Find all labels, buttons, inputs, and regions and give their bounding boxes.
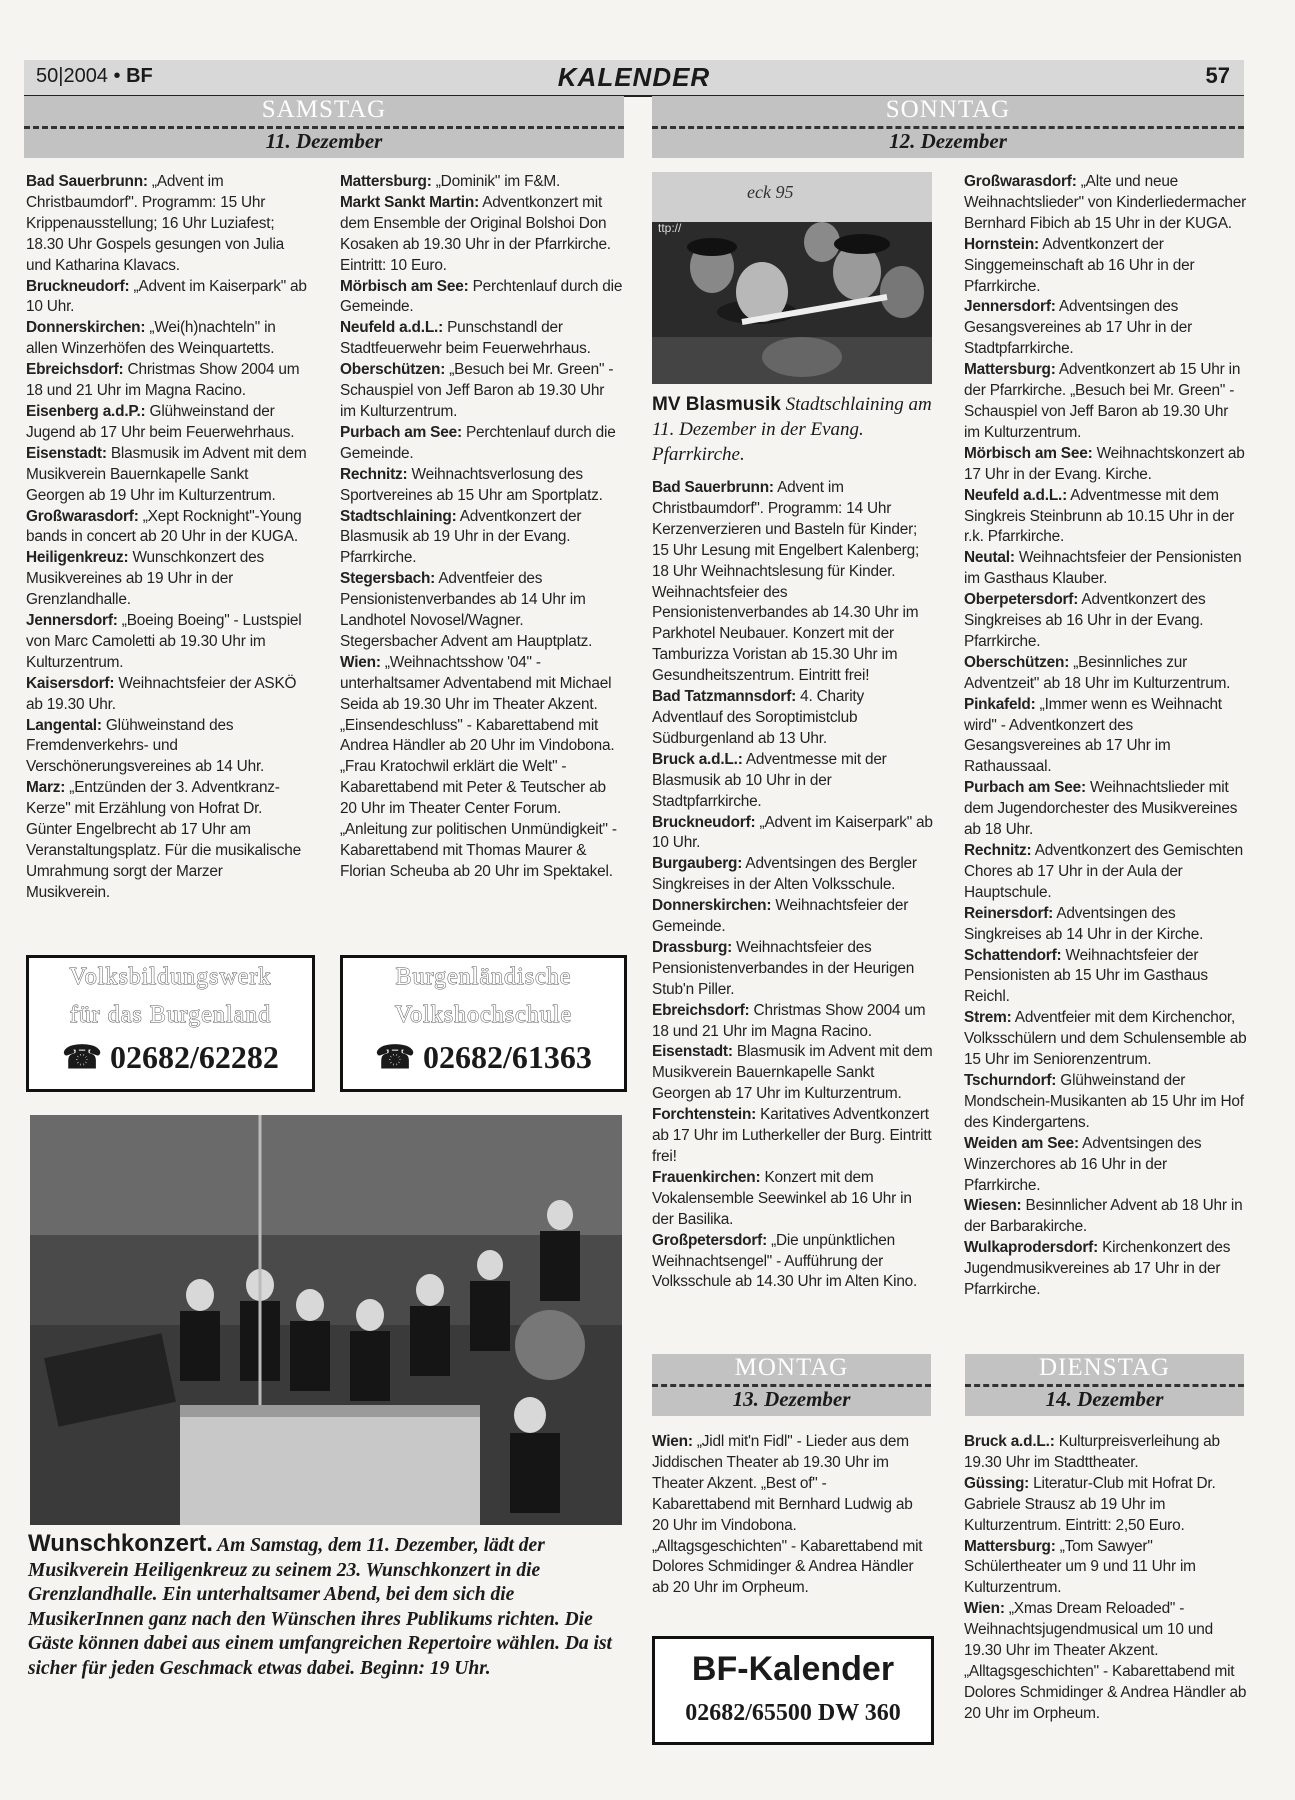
event-place: Kaisersdorf: [26,674,115,692]
event-description: Adventsingen des Singkreises ab 14 Uhr in der Kirche. [964,904,1204,943]
event-place: Bruck a.d.L.: [964,1433,1055,1450]
event-description: Kulturpreisverleihung ab 19.30 Uhr im Stadttheater. [964,1433,1220,1471]
event-entry [964,695,1247,779]
event-entry [340,193,623,277]
event-place: Ebreichsdorf: [26,361,124,379]
event-place: Jennersdorf: [964,298,1056,316]
event-entry [964,1196,1247,1238]
event-entry [964,778,1247,841]
event-description: Christmas Show 2004 um 18 und 21 Uhr im Magna Racino. [26,361,300,400]
event-entry [340,318,623,360]
event-place: Donnerskirchen: [652,897,772,915]
event-place: Großpetersdorf: [652,1231,767,1249]
event-entry [964,235,1247,298]
sonntag-column-2 [964,172,1247,1301]
ad-line-1: Burgenländische [395,964,572,990]
event-entry [26,611,309,674]
event-entry [964,1008,1247,1071]
event-place: Wiesen: [964,1197,1022,1215]
day-name: MONTAG [734,1354,849,1381]
event-place: Oberpetersdorf: [964,591,1079,609]
event-place: Großwarasdorf: [964,173,1077,190]
event-description: „Xept Rocknight"-Young bands in concert ab 20 Uhr in der KUGA. [26,507,302,546]
event-description: Adventkonzert der Blasmusik ab 19 Uhr in der Evang. Pfarrkirche. [340,507,582,567]
ad-line-2: für das Burgenland [69,1002,272,1028]
photo-wunschkonzert [30,1115,622,1525]
ad-volksbildungswerk [26,955,315,1092]
event-entry [652,1042,935,1105]
event-entry [964,1474,1247,1537]
event-description: Adventfeier des Pensionistenverbandes ab 14 Uhr im Landhotel Novosel/Wagner. Stegersbacher Advent am Hauptplatz. [340,570,593,650]
ad-bf-kalender [652,1636,934,1745]
event-place: Neufeld a.d.L.: [340,319,444,337]
event-entry [964,1134,1247,1197]
photo-concert-image [30,1115,622,1525]
event-entry [964,590,1247,653]
event-description: Glühweinstand der Mondschein-Musikanten ab 15 Uhr im Hof des Kindergartens. [964,1071,1244,1131]
event-description: „Advent im Kaiserpark" ab 10 Uhr. [652,813,933,852]
event-entry [652,478,935,687]
event-description: Literatur-Club mit Hofrat Dr. Gabriele Strausz ab 19 Uhr im Kulturzentrum. Eintritt: 2,50 Euro. [964,1474,1216,1534]
day-name: SAMSTAG [261,96,387,123]
event-description: „Dominik" im F&M. [431,173,561,190]
event-entry [652,938,935,1001]
event-place: Neufeld a.d.L.: [964,486,1068,504]
event-description: „Entzünden der 3. Adventkranz-Kerze" mit Erzählung von Hofrat Dr. Günter Engelbrecht ab 17 Uhr am Veranstaltungsplatz. Für die musikalische Umrahmung sorgt der Marzer Musikverein. [26,779,301,901]
page-header [24,60,1244,97]
section-title: KALENDER [557,62,711,92]
event-description: Glühweinstand des Fremdenverkehrs- und Verschönerungsvereines ab 14 Uhr. [26,716,265,776]
day-header-sonntag [652,96,1244,158]
day-date: 12. Dezember [889,129,1007,153]
event-entry [26,277,309,319]
event-entry [652,687,935,750]
caption-lead: MV Blasmusik [652,394,781,415]
event-place: Frauenkirchen: [652,1168,761,1186]
event-place: Hornstein: [964,235,1039,253]
event-place: Strem: [964,1009,1012,1027]
event-description: Adventfeier mit dem Kirchenchor, Volksschülern und dem Schulensemble ab 15 Uhr im Seniorenzentrum. [964,1009,1247,1069]
event-place: Bruckneudorf: [652,813,756,831]
event-place: Mattersburg: [340,173,432,190]
event-place: Oberschützen: [964,653,1070,671]
day-date: 14. Dezember [1045,1387,1164,1411]
event-description: Konzert mit dem Vokalensemble Seewinkel ab 16 Uhr in der Basilika. [652,1168,912,1228]
event-place: Purbach am See: [340,423,462,441]
event-description: „Immer wenn es Weihnacht wird" - Adventkonzert des Gesangsvereines ab 17 Uhr im Rathaussaal. [964,695,1222,776]
event-place: Eisenstadt: [26,444,107,462]
event-place: Purbach am See: [964,779,1086,797]
event-place: Mattersburg: [964,361,1056,379]
event-entry [652,1105,935,1168]
event-description: „Advent im Kaiserpark" ab 10 Uhr. [26,277,307,316]
event-entry [340,360,623,423]
event-entry [964,360,1247,444]
event-description: „Jidl mit'n Fidl" - Lieder aus dem Jiddischen Theater ab 19.30 Uhr im Theater Akzent. „Best of" - Kabarettabend mit Bernhard Ludwig ab 20 Uhr im Vindobona. „Alltagsgeschichten" - Kabarettabend mit Dolores Schmidinger & Andrea Händler ab 20 Uhr im Orpheum. [652,1433,923,1597]
event-entry [26,360,309,402]
event-description: Adventkonzert des Singkreises ab 16 Uhr in der Evang. Pfarrkirche. [964,591,1206,650]
event-place: Mattersburg: [964,1537,1056,1555]
event-description: „Weihnachtsshow '04" - unterhaltsamer Adventabend mit Michael Seida ab 19.30 Uhr im Theater Akzent. „Einsendeschluss" - Kabarettabend mit Andrea Händler ab 20 Uhr im Vindobona. „Frau Kratochwil erklärt die Welt" - Kabarettabend mit Peter & Teutscher ab 20 Uhr im Theater Center Forum. „Anleitung zur politischen Unmündigkeit" - Kabarettabend mit Thomas Maurer & Florian Scheuba ab 20 Uhr im Spektakel. [340,653,617,880]
event-place: Güssing: [964,1474,1030,1492]
event-place: Markt Sankt Martin: [340,193,480,211]
event-description: „Die unpünktlichen Weihnachtsengel" - Aufführung der Volksschule ab 14.30 Uhr im Alten Kino. [652,1231,918,1291]
event-place: Mörbisch am See: [340,277,469,295]
event-place: Bad Tatzmannsdorf: [652,688,797,706]
event-entry [964,653,1247,695]
event-description: Adventsingen des Bergler Singkreises in der Alten Volksschule. [652,855,917,894]
event-entry [26,778,309,903]
event-place: Mörbisch am See: [964,444,1093,462]
event-place: Bruck a.d.L.: [652,750,743,768]
event-entry [340,277,623,319]
event-place: Stegersbach: [340,570,436,588]
event-description: Wunschkonzert des Musikvereines ab 19 Uhr in der Grenzlandhalle. [26,549,264,609]
event-description: „Xmas Dream Reloaded" - Weihnachtsjugendmusical um 10 und 19.30 Uhr im Theater Akzent. „Alltagsgeschichten" - Kabarettabend mit Dolores Schmidinger & Andrea Händler ab 20 Uhr im Orpheum. [964,1600,1247,1722]
event-place: Schattendorf: [964,946,1062,964]
photo-caption-small [652,392,934,467]
banner-sign-url: ttp:// [658,221,682,235]
event-entry [652,1432,928,1599]
event-place: Wulkaprodersdorf: [964,1239,1098,1257]
event-entry [964,297,1247,360]
event-entry [26,318,309,360]
event-entry [964,1599,1247,1724]
event-description: 4. Charity Adventlauf des Soroptimistclub Südburgenland ab 13 Uhr. [652,688,864,747]
event-entry [964,172,1247,235]
ad-line-2: Volkshochschule [394,1002,573,1028]
dienstag-column [964,1432,1247,1725]
photo-caption-big [28,1532,628,1681]
event-description: Blasmusik im Advent mit dem Musikverein Bauernkapelle Sankt Georgen ab 19 Uhr im Kulturzentrum. [26,444,307,504]
sonntag-column-1 [652,478,935,1293]
event-description: Kirchenkonzert des Jugendmusikvereines ab 17 Uhr in der Pfarrkirche. [964,1239,1231,1299]
montag-column [652,1432,928,1599]
event-description: Weihnachtsverlosung des Sportvereines ab 15 Uhr am Sportplatz. [340,465,603,504]
event-place: Wien: [652,1433,693,1450]
event-description: Weihnachtsfeier der Pensionisten ab 15 Uhr im Gasthaus Reichl. [964,946,1208,1006]
event-place: Donnerskirchen: [26,319,146,337]
event-entry [652,1001,935,1043]
caption-text: Am Samstag, dem 11. Dezember, lädt der Musikverein Heiligenkreuz zu seinem 23. Wunschkonzert in die Grenzlandhalle. Ein unterhaltsamer Abend, bei dem sich die MusikerInnen ganz nach den Wünschen ihres Publikums richten. Die Gäste können dabei aus einem umfangreichen Repertoire wählen. Da ist sicher für jeden Geschmack etwas dabei. Beginn: 19 Uhr. [28,1535,612,1679]
event-description: Adventmesse mit dem Singkreis Steinbrunn ab 10.15 Uhr in der r.k. Pfarrkirche. [964,486,1235,546]
event-entry [964,1537,1247,1600]
event-entry [26,548,309,611]
event-entry [964,1071,1247,1134]
caption-text: Stadtschlaining am 11. Dezember in der Evang. Pfarrkirche. [652,394,932,465]
event-description: Advent im Christbaumdorf". Programm: 14 Uhr Kerzenverzieren und Basteln für Kinder; 15 Uhr Lesung mit Engelbert Kalenberg; 18 Uhr Weihnachtslesung für Kinder. Weihnachtsfeier des Pensionistenverbandes ab 14.30 Uhr im Parkhotel Neubauer. Konzert mit der Tamburizza Voristan ab 15.30 Uhr im Gesundheitszentrum. Eintritt frei! [652,479,920,685]
day-name: DIENSTAG [1039,1354,1170,1381]
event-place: Wien: [964,1600,1005,1618]
event-place: Langental: [26,716,102,734]
event-entry [964,486,1247,549]
event-description: Adventkonzert der Singgemeinschaft ab 16 Uhr in der Pfarrkirche. [964,235,1195,295]
event-entry [964,1432,1247,1474]
event-description: Adventsingen des Gesangsvereines ab 17 Uhr in der Stadtpfarrkirche. [964,298,1193,358]
event-entry [652,896,935,938]
event-place: Bad Sauerbrunn: [652,479,774,496]
event-description: Besinnlicher Advent ab 18 Uhr in der Barbarakirche. [964,1197,1243,1236]
event-place: Bruckneudorf: [26,277,130,295]
event-description: Weihnachtsfeier der Gemeinde. [652,897,909,936]
event-description: Weihnachtslieder mit dem Jugendorchester des Musikvereines ab 18 Uhr. [964,779,1238,839]
day-name: SONNTAG [885,96,1011,123]
ad-line-1: Volksbildungswerk [69,964,272,990]
event-entry [26,507,309,549]
event-entry [964,841,1247,904]
event-place: Pinkafeld: [964,695,1036,713]
event-description: Perchtenlauf durch die Gemeinde. [340,423,616,462]
event-description: „Tom Sawyer" Schülertheater um 9 und 11 Uhr im Kulturzentrum. [964,1537,1196,1597]
ad-title: BF-Kalender [691,1650,895,1688]
event-entry [964,946,1247,1009]
samstag-column-1 [26,172,309,904]
event-entry [340,507,623,570]
samstag-column-2 [340,172,623,883]
ad-volkshochschule [340,955,627,1092]
event-entry [964,904,1247,946]
brand-logo: BF [126,65,153,87]
event-place: Ebreichsdorf: [652,1001,750,1019]
event-description: „Wei(h)nachteln" in allen Winzerhöfen des Weinquartetts. [26,319,276,358]
event-entry [26,172,309,277]
day-header-samstag [24,96,624,158]
banner-sign-text: eck 95 [747,182,794,202]
event-place: Rechnitz: [964,842,1032,859]
day-header-montag [652,1354,931,1416]
event-entry [964,548,1247,590]
event-entry [26,402,309,444]
event-description: „Besinnliches zur Adventzeit" ab 18 Uhr im Kulturzentrum. [964,653,1231,692]
event-description: Weihnachtsfeier der Pensionisten im Gasthaus Klauber. [964,549,1242,588]
ad-phone: 02682/65500 DW 360 [685,1700,901,1726]
event-place: Eisenberg a.d.P.: [26,402,146,420]
event-place: Drassburg: [652,938,733,956]
event-description: Weihnachtsfeier des Pensionistenverbandes in der Heurigen Stub'n Piller. [652,938,915,998]
event-place: Eisenstadt: [652,1043,733,1061]
event-description: Adventkonzert des Gemischten Chores ab 17 Uhr in der Aula der Hauptschule. [964,842,1243,901]
day-date: 11. Dezember [265,129,383,153]
event-place: Marz: [26,779,66,797]
event-entry [26,674,309,716]
event-place: Heiligenkreuz: [26,549,129,567]
event-entry [964,444,1247,486]
event-entry [340,172,623,193]
event-entry [652,813,935,855]
event-place: Tschurndorf: [964,1071,1057,1089]
event-description: Adventkonzert ab 15 Uhr in der Pfarrkirche. „Besuch bei Mr. Green" - Schauspiel von Jeff Baron ab 19.30 Uhr im Kulturzentrum. [964,361,1241,441]
event-description: „Besuch bei Mr. Green" - Schauspiel von Jeff Baron ab 19.30 Uhr im Kulturzentrum. [340,361,614,420]
event-description: Weihnachtsfeier der ASKÖ ab 19.30 Uhr. [26,674,297,713]
event-entry [340,465,623,507]
photo-band-image [652,172,932,384]
caption-lead: Wunschkonzert. [28,1530,213,1557]
event-entry [964,1238,1247,1301]
event-entry [340,653,623,883]
event-entry [340,569,623,653]
event-place: Großwarasdorf: [26,507,139,525]
event-entry [340,423,623,465]
event-description: Karitatives Adventkonzert ab 17 Uhr im Lutherkeller der Burg. Eintritt frei! [652,1106,932,1165]
photo-band-stadtschlaining [652,172,932,384]
ad-phone: ☎ 02682/62282 [62,1039,279,1075]
event-entry [652,854,935,896]
event-place: Oberschützen: [340,361,446,379]
issue-number: 50|2004 [36,65,108,87]
event-entry [26,444,309,507]
event-place: Weiden am See: [964,1134,1079,1152]
event-place: Neutal: [964,549,1015,567]
day-date: 13. Dezember [732,1387,851,1411]
event-place: Forchtenstein: [652,1106,757,1124]
ad-phone: ☎ 02682/61363 [375,1039,592,1075]
event-entry [652,750,935,813]
event-description: Glühweinstand der Jugend ab 17 Uhr beim Feuerwehrhaus. [26,402,295,441]
event-entry [652,1231,935,1294]
event-description: Weihnachtskonzert ab 17 Uhr in der Evang. Kirche. [964,444,1245,483]
event-place: Reinersdorf: [964,904,1054,922]
event-description: Perchtenlauf durch die Gemeinde. [340,277,623,316]
event-description: Adventsingen des Winzerchores ab 16 Uhr in der Pfarrkirche. [964,1134,1202,1194]
event-place: Bad Sauerbrunn: [26,173,148,190]
event-description: Punschstandl der Stadtfeuerwehr beim Feuerwehrhaus. [340,319,591,358]
event-place: Stadtschlaining: [340,507,457,525]
event-place: Wien: [340,653,381,671]
event-entry [26,716,309,779]
event-description: Adventmesse mit der Blasmusik ab 10 Uhr in der Stadtpfarrkirche. [652,750,887,810]
day-header-dienstag [965,1354,1244,1416]
event-description: Blasmusik im Advent mit dem Musikverein Bauernkapelle Sankt Georgen ab 17 Uhr im Kulturzentrum. [652,1043,933,1103]
event-place: Burgauberg: [652,855,743,873]
event-place: Jennersdorf: [26,612,118,630]
event-description: Christmas Show 2004 um 18 und 21 Uhr im Magna Racino. [652,1001,926,1040]
event-place: Rechnitz: [340,465,408,483]
event-entry [652,1168,935,1231]
event-description: „Advent im Christbaumdorf". Programm: 15 Uhr Krippenausstellung; 16 Uhr Luziafest; 18.30 Uhr Gospels gesungen von Julia und Katharina Klavacs. [26,173,285,274]
event-description: „Alte und neue Weihnachtslieder" von Kinderliedermacher Bernhard Fibich ab 15 Uhr in der KUGA. [964,173,1247,232]
page-number: 57 [1205,63,1230,88]
event-description: „Boeing Boeing" - Lustspiel von Marc Camoletti ab 19.30 Uhr im Kulturzentrum. [26,612,302,671]
issue-bullet: • [113,65,121,87]
event-description: Adventkonzert mit dem Ensemble der Original Bolshoi Don Kosaken ab 19.30 Uhr in der Pfarrkirche. Eintritt: 10 Euro. [340,193,611,274]
